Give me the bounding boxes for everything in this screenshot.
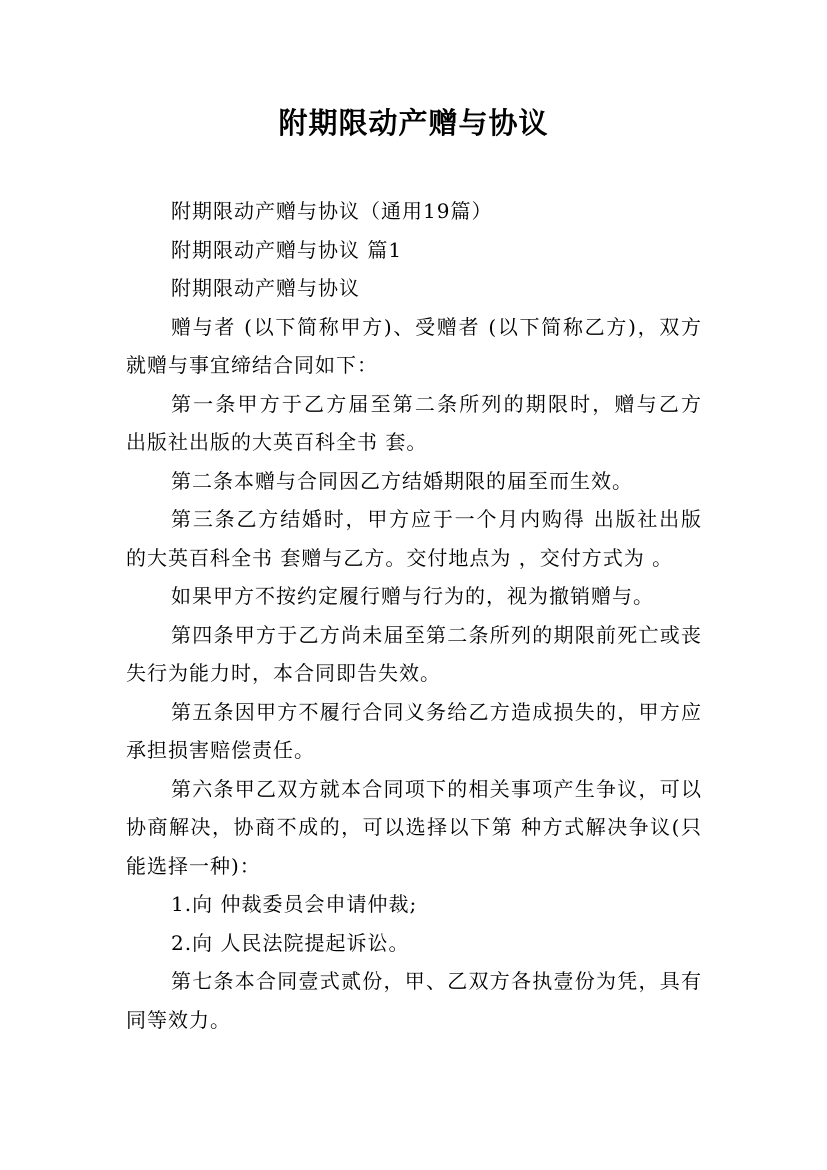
paragraph-article-6: 第六条甲乙双方就本合同项下的相关事项产生争议，可以协商解决，协商不成的，可以选择以下第 种方式解决争议(只能选择一种)： <box>126 776 702 878</box>
paragraph-article-1: 第一条甲方于乙方届至第二条所列的期限时，赠与乙方 出版社出版的大英百科全书 套。 <box>126 391 702 454</box>
paragraph-article-3: 第三条乙方结婚时，甲方应于一个月内购得 出版社出版的大英百科全书 套赠与乙方。交付地点为 ，交付方式为 。 <box>126 507 702 570</box>
paragraph-article-4: 第四条甲方于乙方尚未届至第二条所列的期限前死亡或丧失行为能力时，本合同即告失效。 <box>126 622 702 685</box>
paragraph-agreement-name: 附期限动产赠与协议 <box>171 276 360 300</box>
paragraph-article-2: 第二条本赠与合同因乙方结婚期限的届至而生效。 <box>171 468 633 493</box>
paragraph-option-litigation: 2.向 人民法院提起诉讼。 <box>171 930 410 955</box>
paragraph-article-5: 第五条因甲方不履行合同义务给乙方造成损失的，甲方应承担损害赔偿责任。 <box>126 699 702 762</box>
paragraph-option-arbitration: 1.向 仲裁委员会申请仲裁; <box>171 892 418 916</box>
paragraph-article-7: 第七条本合同壹式贰份，甲、乙双方各执壹份为凭，具有同等效力。 <box>126 969 702 1032</box>
paragraph-part-heading: 附期限动产赠与协议 篇1 <box>171 237 403 262</box>
paragraph-revocation: 如果甲方不按约定履行赠与行为的，视为撤销赠与。 <box>171 584 654 608</box>
paragraph-collection-heading: 附期限动产赠与协议（通用19篇） <box>171 199 493 223</box>
document-body <box>126 192 702 1039</box>
paragraph-parties: 赠与者 (以下简称甲方)、受赠者 (以下简称乙方)，双方就赠与事宜缔结合同如下： <box>126 314 702 377</box>
document-title: 附期限动产赠与协议 <box>278 106 549 140</box>
